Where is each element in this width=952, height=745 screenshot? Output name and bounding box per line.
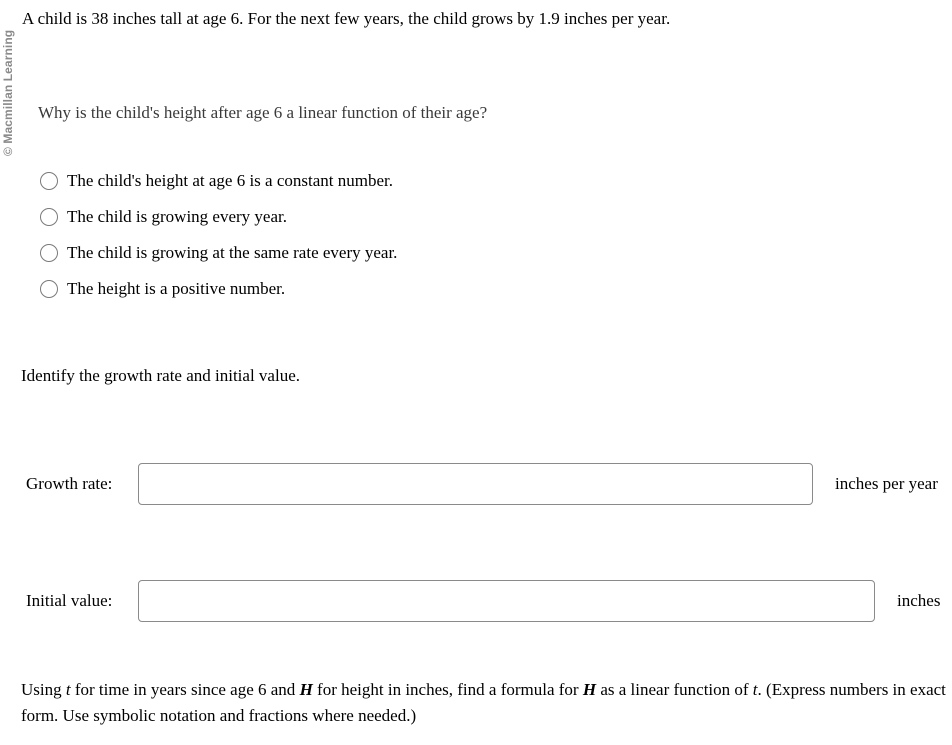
variable-t: t [752,680,758,699]
initial-value-label: Initial value: [26,591,113,610]
formula-prompt-text: Using [21,680,66,699]
growth-rate-label: Growth rate: [26,474,113,493]
problem-statement: A child is 38 inches tall at age 6. For the next few years, the child grows by 1.9 inches per year. [22,9,671,28]
answer-option-3[interactable] [40,235,397,271]
formula-prompt-text: for time in years since age 6 and [70,680,300,699]
question-text: Why is the child's height after age 6 a linear function of their age? [38,103,488,122]
radio-button-icon[interactable] [40,280,58,298]
answer-option-2[interactable] [40,199,397,235]
identify-prompt: Identify the growth rate and initial value. [21,366,300,385]
answer-options [40,163,397,307]
option-label: The height is a positive number. [67,279,286,298]
variable-h: H [582,680,597,699]
option-label: The child is growing every year. [67,207,287,226]
formula-prompt-text: . (Express numbers in exact form. Use symbolic notation and fractions where needed.) [21,680,946,725]
growth-rate-row [0,463,952,507]
formula-prompt [21,677,951,729]
radio-button-icon[interactable] [40,208,58,226]
variable-h: H [299,680,313,699]
formula-prompt-text: for height in inches, find a formula for [312,680,583,699]
macmillan-watermark [0,20,18,160]
answer-option-1[interactable] [40,163,397,199]
option-label: The child's height at age 6 is a constant number. [67,171,393,190]
answer-option-4[interactable] [40,271,397,307]
option-label: The child is growing at the same rate every year. [67,243,398,262]
growth-rate-input[interactable] [138,463,813,505]
formula-prompt-text: as a linear function of [596,680,753,699]
initial-value-row [0,580,952,624]
initial-value-unit: inches [897,591,941,610]
variable-t: t [65,680,71,699]
radio-button-icon[interactable] [40,244,58,262]
growth-rate-unit: inches per year [835,474,938,493]
radio-button-icon[interactable] [40,172,58,190]
initial-value-input[interactable] [138,580,875,622]
watermark-text: © Macmillan Learning [1,29,15,156]
